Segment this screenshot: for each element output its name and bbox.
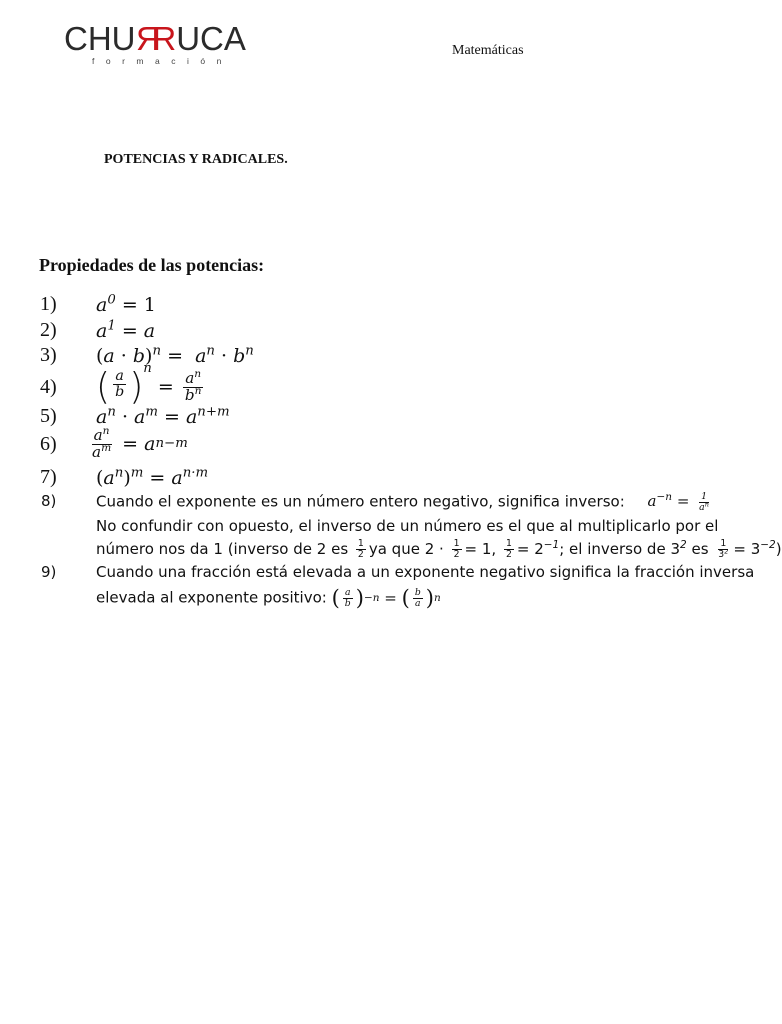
property-text: ya que 2 · (368, 539, 444, 558)
subject-label: Matemáticas (452, 43, 524, 58)
property-text: = 1, (464, 539, 497, 558)
formula: $\frac{1}{2}$ (357, 538, 364, 560)
property-number: 5) (40, 405, 57, 427)
section-heading: Propiedades de las potencias: (39, 255, 265, 275)
property-8-line-1 (96, 492, 714, 513)
property-text: elevada al exponente positivo: (96, 588, 327, 607)
property-9-line-2 (96, 586, 441, 610)
property-text: número nos da 1 (inverso de 2 es (96, 539, 349, 558)
churruca-logo (64, 22, 264, 74)
property-4 (40, 361, 206, 408)
property-5 (40, 405, 230, 428)
property-6 (40, 424, 188, 461)
property-text: ; el inverso de 3 (559, 539, 680, 558)
logo-wordmark (64, 22, 264, 55)
property-text: es (691, 539, 709, 558)
logo-mirrored-r: R (135, 20, 160, 57)
property-number: 4) (40, 375, 57, 398)
property-7 (40, 466, 208, 489)
formula: $a^0 = 1$ (96, 292, 156, 316)
formula: $\frac{1}{2}$ (453, 538, 460, 560)
property-8-line-3: número nos da 1 (inverso de 2 es $\frac{1}{2}$ ya que 2 · $\frac{1}{2}$ = 1, $\frac{1}{2}$ = $2^{-1}$; el inverso de $3^2$ es $\frac{1}{3^2}$ = $3^{-2}$) (96, 538, 782, 560)
property-text: = 2 (516, 539, 544, 558)
formula: ( $\frac{a}{b}$ ) −n = ( $\frac{b}{a}$ ) n (331, 586, 441, 610)
formula: $\frac{1}{2}$ (505, 538, 512, 560)
logo-text-left: CHU (64, 20, 136, 57)
property-1 (40, 293, 156, 316)
logo-text-right: UCA (176, 20, 246, 57)
property-9-line-1: Cuando una fracción está elevada a un exponente negativo significa la fracción inversa (96, 563, 755, 581)
formula: $(a^n)^m = a^{n\cdot m}$ (96, 465, 209, 489)
property-text: = 3 (733, 539, 761, 558)
page-title: POTENCIAS Y RADICALES. (104, 152, 288, 167)
formula: $\frac{1}{3^2}$ (718, 538, 729, 560)
property-number: 1) (40, 293, 57, 315)
property-number: 2) (40, 319, 57, 341)
formula: $(a \cdot b)^n = a^n \cdot b^n$ (96, 343, 254, 367)
property-8-line-2: No confundir con opuesto, el inverso de un número es el que al multiplicarlo por el (96, 517, 719, 535)
property-2 (40, 319, 155, 342)
formula: $a^{-n}$ = $\frac{1}{a^n}$ (647, 491, 709, 513)
property-text: Cuando el exponente es un número entero negativo, significa inverso: (96, 492, 625, 511)
property-text: ) (775, 539, 782, 558)
formula: $a^1 = a$ (96, 318, 156, 342)
property-number: 9) (41, 563, 57, 581)
logo-red-r: R (152, 20, 177, 57)
formula: $\frac{a^n}{a^m}$ = a n−m (92, 424, 188, 461)
formula: $a^n \cdot a^m = a^{n+m}$ (96, 404, 230, 428)
property-number: 7) (40, 466, 57, 488)
logo-subtitle: formación (92, 56, 233, 66)
formula: ( $\frac{a}{b}$ ) n = $\frac{a^n}{b^n}$ (96, 361, 202, 408)
property-number: 3) (40, 344, 57, 366)
property-number: 6) (40, 432, 57, 455)
property-number: 8) (41, 492, 57, 510)
